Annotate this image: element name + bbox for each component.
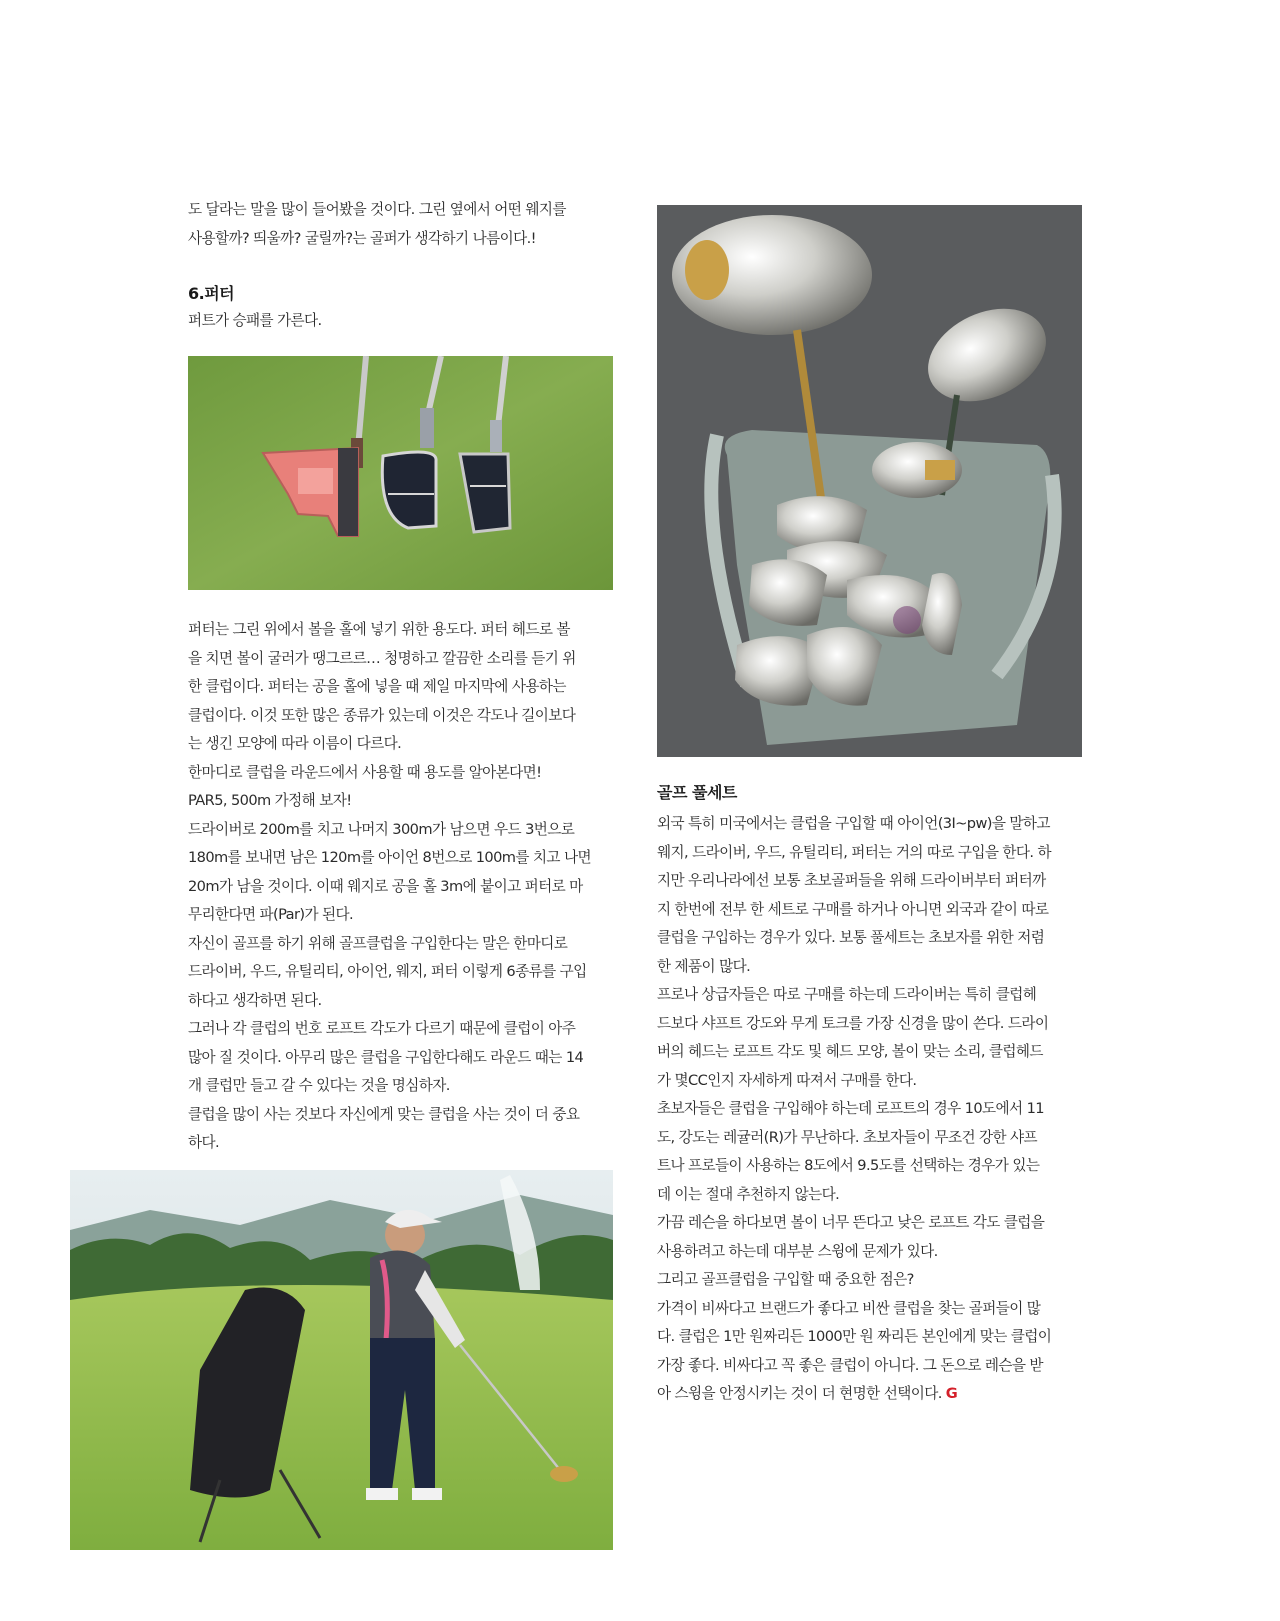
intro-line: 도 달라는 말을 많이 들어봤을 것이다. 그린 옆에서 어떤 웨지를 [188, 201, 566, 218]
section-title-full-set: 골프 풀세트 [657, 783, 737, 802]
body-line: 을 치면 볼이 굴러가 땡그르르… 청명하고 깔끔한 소리를 듣기 위 [188, 649, 576, 667]
body-line: 드라이버로 200m를 치고 나머지 300m가 남으면 우드 3번으로 [188, 820, 575, 838]
body-line: 프로나 상급자들은 따로 구매를 하는데 드라이버는 특히 클럽헤 [657, 986, 1037, 1003]
body-line: 퍼터는 그린 위에서 볼을 홀에 넣기 위한 용도다. 퍼터 헤드로 볼 [188, 621, 570, 638]
body-line: 자신이 골프를 하기 위해 골프클럽을 구입한다는 말은 한마디로 [188, 934, 568, 952]
body-line: 가격이 비싸다고 브랜드가 좋다고 비싼 클럽을 찾는 골퍼들이 많 [657, 1299, 1041, 1317]
body-line: 드보다 샤프트 강도와 무게 토크를 가장 신경을 많이 쓴다. 드라이 [657, 1014, 1049, 1032]
intro-line: 사용할까? 띄울까? 굴릴까?는 골퍼가 생각하기 나름이다.! [188, 229, 536, 247]
putters-photo [188, 356, 613, 590]
body-line: 트나 프로들이 사용하는 8도에서 9.5도를 선택하는 경우가 있는 [657, 1157, 1040, 1174]
body-line: 하다. [188, 1134, 220, 1151]
body-line: 가 몇CC인지 자세하게 따져서 구매를 한다. [657, 1071, 917, 1089]
body-line: 가끔 레슨을 하다보면 볼이 너무 뜬다고 낮은 로프트 각도 클럽을 [657, 1214, 1045, 1231]
section-title-putter: 6.퍼터 [188, 284, 235, 303]
body-line: 한 제품이 많다. [657, 957, 751, 975]
body-line: 그러나 각 클럽의 번호 로프트 각도가 다르기 때문에 클럽이 아주 [188, 1020, 576, 1037]
body-line: 지 한번에 전부 한 세트로 구매를 하거나 아니면 외국과 같이 따로 [657, 900, 1049, 918]
left-column-intro [188, 196, 613, 345]
body-line: 클럽이다. 이것 또한 많은 종류가 있는데 이것은 각도나 길이보다 [188, 706, 576, 724]
body-line: 한마디로 클럽을 라운드에서 사용할 때 용도를 알아본다면! [188, 763, 542, 781]
body-line: 클럽을 많이 사는 것보다 자신에게 맞는 클럽을 사는 것이 더 중요 [188, 1105, 580, 1123]
body-line: PAR5, 500m 가정해 보자! [188, 792, 352, 809]
body-line: 다. 클럽은 1만 원짜리든 1000만 원 짜리든 본인에게 맞는 클럽이 [657, 1328, 1052, 1345]
left-column-body [188, 616, 613, 1158]
section-subtitle-putter: 퍼트가 승패를 가른다. [188, 312, 322, 329]
body-line: 드라이버, 우드, 유틸리티, 아이언, 웨지, 퍼터 이렇게 6종류를 구입 [188, 963, 587, 980]
body-line: 외국 특히 미국에서는 클럽을 구입할 때 아이언(3I~pw)을 말하고 [657, 815, 1050, 832]
body-line-text: 아 스윙을 안정시키는 것이 더 현명한 선택이다. [657, 1385, 946, 1402]
body-line: 웨지, 드라이버, 우드, 유틸리티, 퍼터는 거의 따로 구입을 한다. 하 [657, 843, 1051, 861]
body-line: 180m를 보내면 남은 120m를 아이언 8번으로 100m를 치고 나면 [188, 849, 591, 866]
body-line: 20m가 남을 것이다. 이때 웨지로 공을 홀 3m에 붙이고 퍼터로 마 [188, 877, 583, 895]
end-mark: G [945, 1385, 958, 1402]
body-line: 무리한다면 파(Par)가 된다. [188, 906, 354, 923]
body-line: 지만 우리나라에선 보통 초보골퍼들을 위해 드라이버부터 퍼터까 [657, 872, 1046, 889]
body-line: 버의 헤드는 로프트 각도 및 헤드 모양, 볼이 맞는 소리, 클럽헤드 [657, 1043, 1043, 1060]
body-line: 가장 좋다. 비싸다고 꼭 좋은 클럽이 아니다. 그 돈으로 레슨을 받 [657, 1356, 1043, 1374]
body-line-last [657, 1380, 1082, 1409]
body-line: 데 이는 절대 추천하지 않는다. [657, 1185, 840, 1203]
body-line: 개 클럽만 들고 갈 수 있다는 것을 명심하자. [188, 1077, 450, 1094]
body-line: 하다고 생각하면 된다. [188, 991, 322, 1009]
body-line: 그리고 골프클럽을 구입할 때 중요한 점은? [657, 1271, 914, 1288]
body-line: 초보자들은 클럽을 구입해야 하는데 로프트의 경우 10도에서 11 [657, 1100, 1044, 1117]
body-line: 사용하려고 하는데 대부분 스윙에 문제가 있다. [657, 1242, 938, 1260]
golfer-photo [70, 1170, 613, 1550]
body-line: 클럽을 구입하는 경우가 있다. 보통 풀세트는 초보자를 위한 저렴 [657, 929, 1045, 946]
club-set-photo [657, 205, 1082, 757]
body-line: 도, 강도는 레귤러(R)가 무난하다. 초보자들이 무조건 강한 샤프 [657, 1128, 1038, 1146]
body-line: 많아 질 것이다. 아무리 많은 클럽을 구입한다해도 라운드 때는 14 [188, 1048, 584, 1066]
body-line: 는 생긴 모양에 따라 이름이 다르다. [188, 735, 402, 752]
right-column [657, 780, 1082, 1409]
body-line: 한 클럽이다. 퍼터는 공을 홀에 넣을 때 제일 마지막에 사용하는 [188, 678, 566, 695]
